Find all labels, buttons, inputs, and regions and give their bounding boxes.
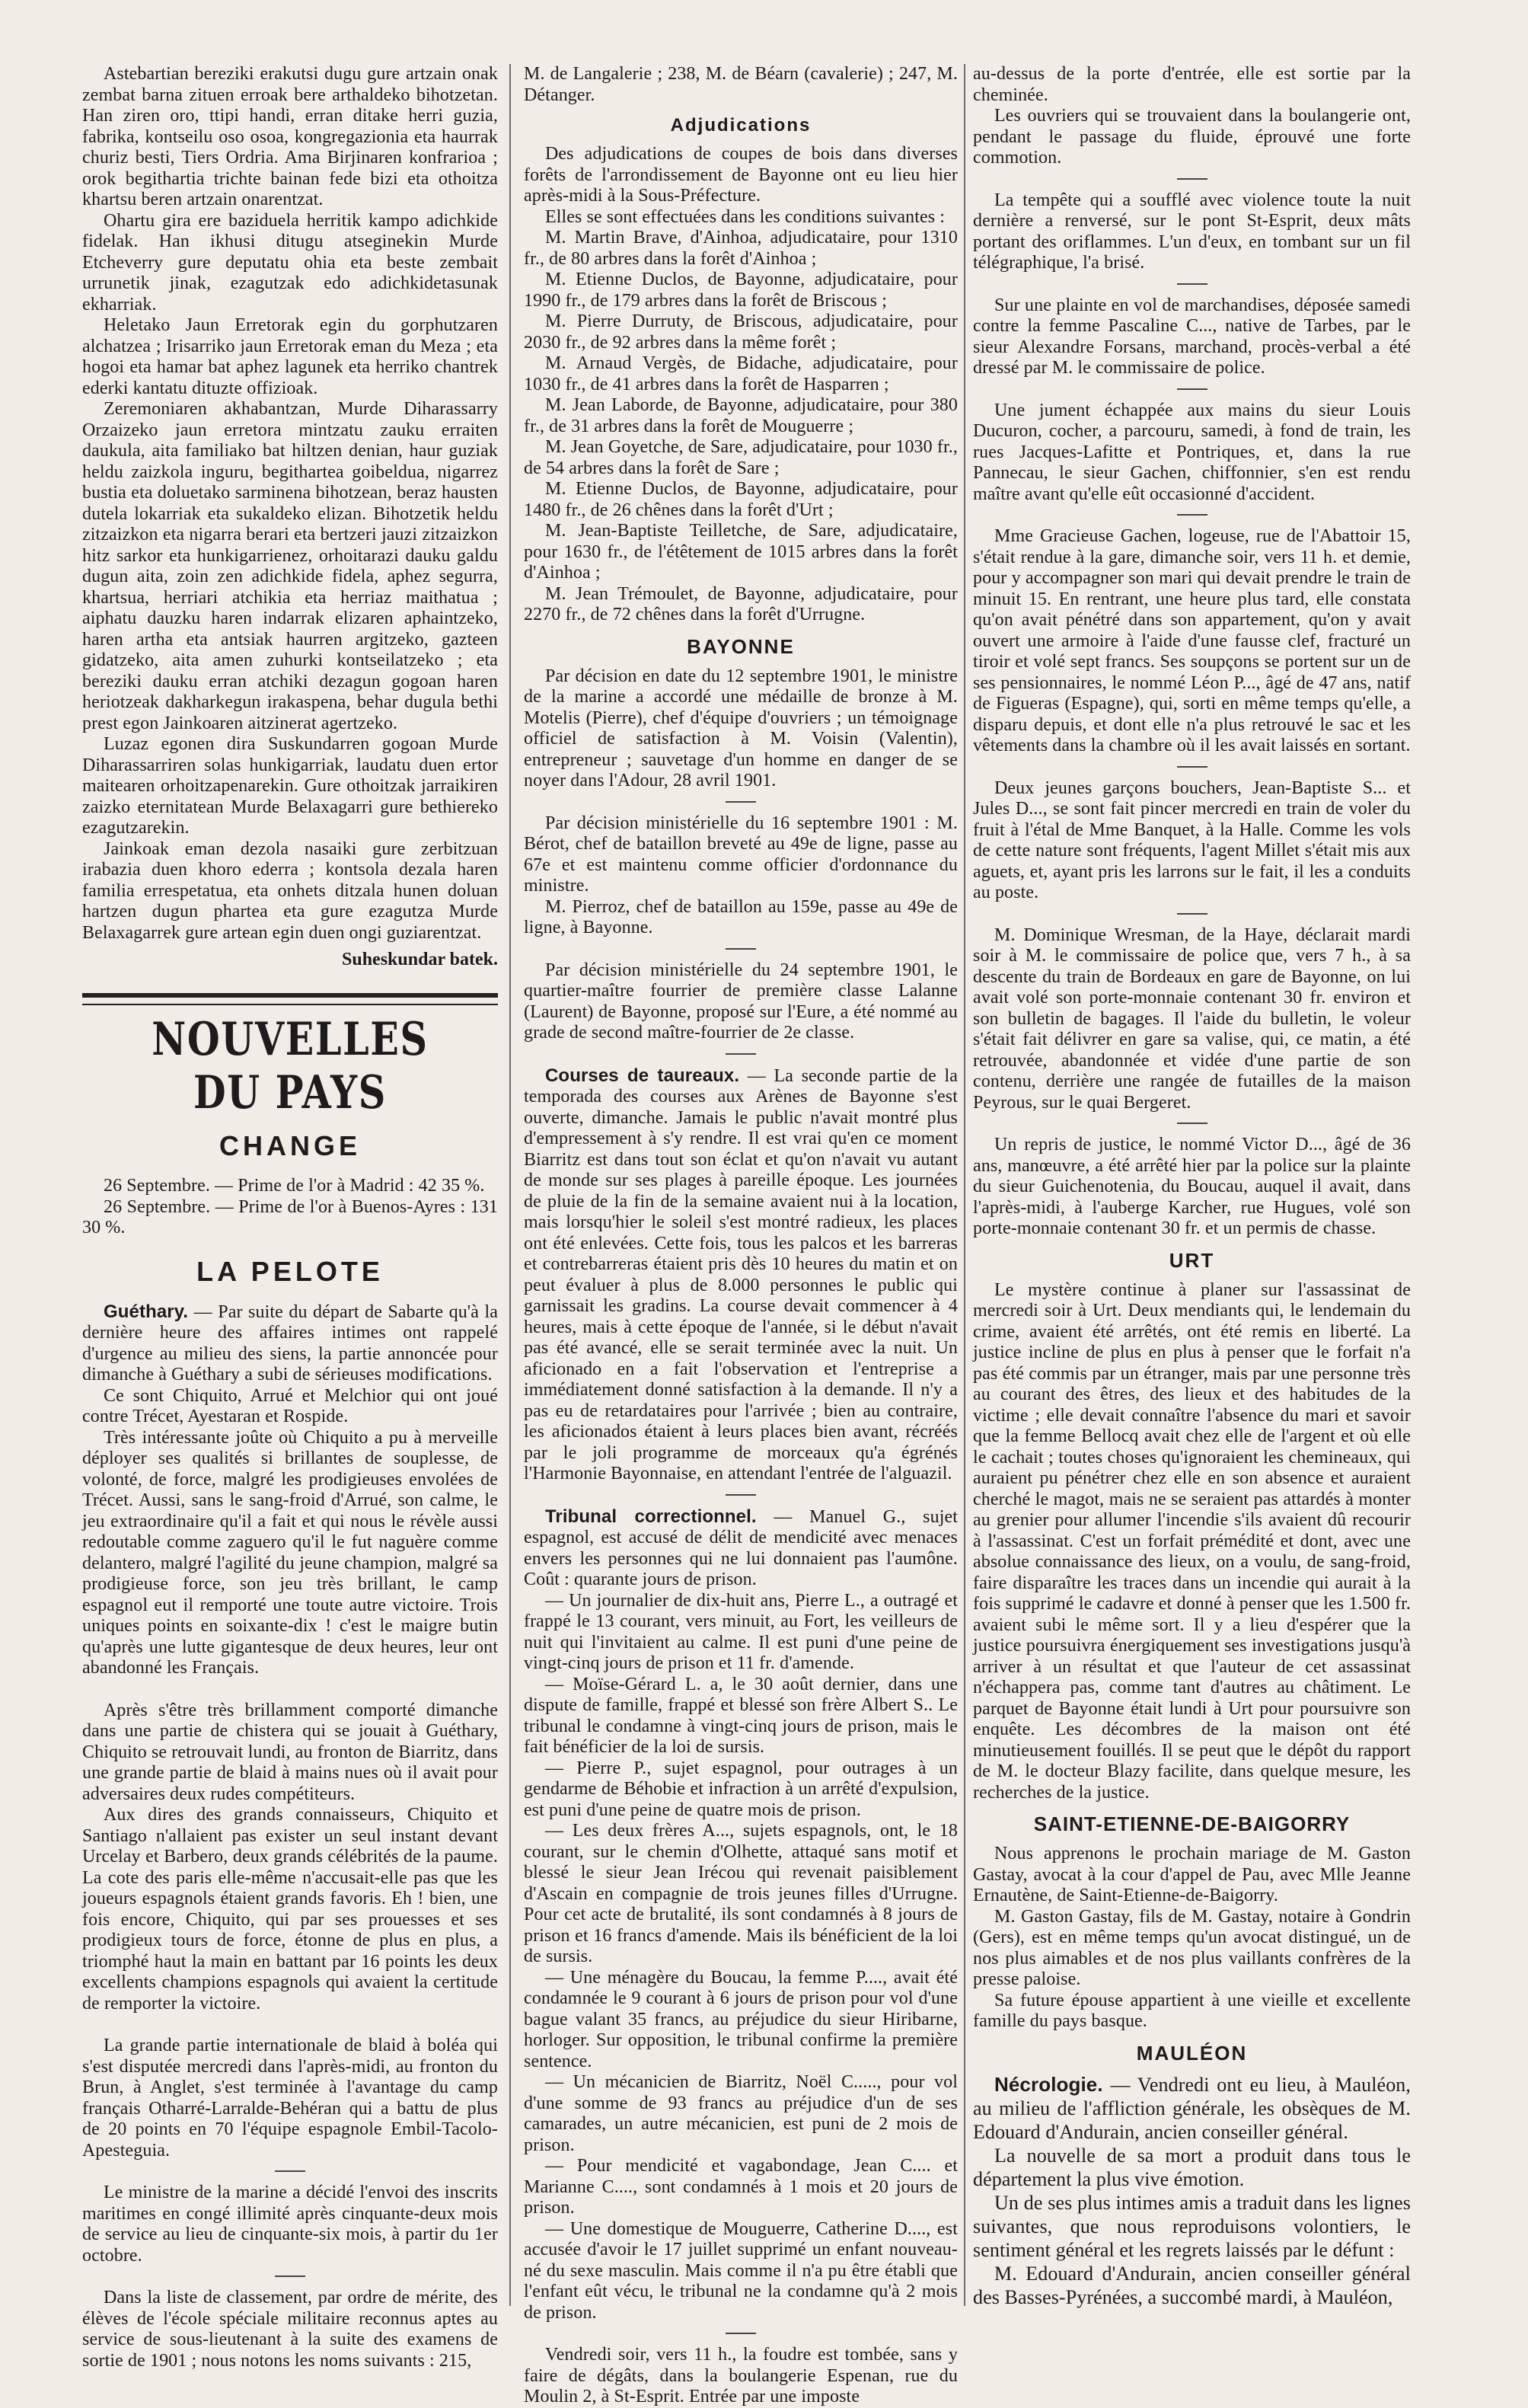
fait-divers-paragraph: Mme Gracieuse Gachen, logeuse, rue de l'Abattoir 15, s'était rendue à la gare, dimanche soir, vers 11 h. et demie, pour y accompagner son mari qui devait prendre le train de minuit 15. En rentrant, une heure plus tard, elle constata qu'on avait pénétré dans son appartement, qu'on y avait ouvert une armoire à l'aide d'une fausse clef, fracturé un tiroir et volé sept francs. Ses soupçons se portent sur un de ses pensionnaires, le nommé Léon P..., âgé de 47 ans, natif de Figueras (Espagne), qui, sorti en même temps qu'elle, a disparu depuis, et dont elle n'a plus retrouvé le sac et les vêtements dans la chambre où il les avait laissés en sortant. xyxy=(973,526,1411,755)
pelote-lead: Guéthary. xyxy=(104,1301,189,1322)
adjudication-paragraph: M. Jean-Baptiste Teilletche, de Sare, adjudicataire, pour 1630 fr., de l'étêtement de 1015 arbres dans la forêt d'Ainhoa ; xyxy=(524,521,958,583)
tribunal-text: — Manuel G., sujet espagnol, est accusé de délit de mendicité avec menaces envers les personnes qui ne lui donnaient pas l'aumône. Coût : quarante jours de prison. xyxy=(524,1506,958,1589)
fait-divers-paragraph: Une jument échappée aux mains du sieur Louis Ducuron, cocher, a parcouru, samedi, à fond de train, les rues Jacques-Lafitte et Pontriques, et, dans la rue Pannecau, le sieur Gachen, chiffonnier, s'en est rendu maître avant qu'elle eût occasionné d'accident. xyxy=(973,400,1411,504)
change-line: 26 Septembre. — Prime de l'or à Buenos-Ayres : 131 30 %. xyxy=(82,1196,498,1238)
column-3 xyxy=(973,64,1411,2309)
pelote-paragraph: La grande partie internationale de blaid à boléa qui s'est disputée mercredi dans l'après-midi, au fronton du Brun, à Anglet, s'est terminée à l'avantage du camp français Otharré-Larralde-Behéran qui a battu de plus de 20 points en 70 l'équipe espagnole Embil-Tacolo-Apesteguia. xyxy=(82,2036,498,2160)
basque-paragraph: Luzaz egonen dira Suskundarren gogoan Murde Diharassarriren solas hunkigarriak, laudatu duen ertor maitearen orhoitzapenarekin. Gure othoitzak jarraikiren zaizko eternitatean Murde Belaxagarri gure bethiereko ezagutzarekin. xyxy=(82,734,498,838)
fait-divers-paragraph: M. Dominique Wresman, de la Haye, déclarait mardi soir à M. le commissaire de police que, vers 7 h., à sa descente du train de Bordeaux en gare de Bayonne, on lui avait volé son porte-monnaie contenant 30 fr. environ et son bulletin de bagages. Il l'aide du bulletin, le voleur s'était fait délivrer en gare sa valise, qui, ce matin, a été retrouvée, abandonnée et vidée d'une partie de son contenu, derrière une rangée de futailles de la maison Peyrous, sur le quai Bergeret. xyxy=(973,925,1411,1113)
tribunal-paragraph: — Un mécanicien de Biarritz, Noël C....., pour vol d'une somme de 93 francs au préjudice d'un de ses camarades, un autre mécanicien, est puni de 2 mois de prison. xyxy=(524,2072,958,2155)
heading-urt: URT xyxy=(1169,1248,1215,1272)
bayonne-paragraph: Par décision ministérielle du 24 septembre 1901, le quartier-maître fourrier de première classe Lalanne (Laurent) de Bayonne, proposé sur l'Eure, a été nommé au grade de second maître-fourrier de 2e classe. xyxy=(524,960,958,1043)
basque-paragraph: Heletako Jaun Erretorak egin du gorphutzaren alchatzea ; Irisarriko jaun Erretorak eman du Meza ; eta hogoi eta hamar bat aphez lagunek eta herriko chantrek ederki kantatu dituzte offizioak. xyxy=(82,315,498,398)
separator xyxy=(1177,766,1207,768)
separator xyxy=(1177,178,1207,180)
tribunal-paragraph xyxy=(524,1506,958,1591)
separator xyxy=(726,801,756,803)
section-masthead: NOUVELLES DU PAYS xyxy=(152,1013,429,1119)
basque-paragraph: Ohartu gira ere baziduela herritik kampo adichkide fidelak. Han ikhusi ditugu atseginekin Murde Etcheverry gure deputatu ohia eta beste zembait urrunetik jinak, ezagutzak edo adichkidetasunak ekharriak. xyxy=(82,210,498,315)
necro-paragraph: M. Edouard d'Andurain, ancien conseiller général des Basses-Pyrénées, a succombé mardi, à Mauléon, xyxy=(973,2262,1411,2308)
baigorry-paragraph: M. Gaston Gastay, fils de M. Gastay, notaire à Gondrin (Gers), est en même temps qu'un avocat distingué, un de nos plus aimables et de nos plus vaillants confrères de la presse paloise. xyxy=(973,1906,1411,1989)
separator xyxy=(726,948,756,950)
adjudication-paragraph: Des adjudications de coupes de bois dans diverses forêts de l'arrondissement de Bayonne ont eu lieu hier après-midi à la Sous-Préfecture. xyxy=(524,144,958,206)
fait-divers-paragraph: Sur une plainte en vol de marchandises, déposée samedi contre la femme Pascaline C..., native de Tarbes, par le sieur Alexandre Forsans, marchand, procès-verbal a été dressé par M. le commissaire de police. xyxy=(973,295,1411,378)
bayonne-paragraph: Par décision ministérielle du 16 septembre 1901 : M. Bérot, chef de bataillon breveté au 49e de ligne, passe au 67e et est maintenu comme officier d'ordonnance du ministre. xyxy=(524,813,958,896)
necro-paragraph: La nouvelle de sa mort a produit dans tous le département la plus vive émotion. xyxy=(973,2144,1411,2190)
baigorry-paragraph: Nous apprenons le prochain mariage de M. Gaston Gastay, avocat à la cour d'appel de Pau, avec Mlle Jeanne Ernautène, de Saint-Etienne-de-Baigorry. xyxy=(973,1844,1411,1905)
news-paragraph: Dans la liste de classement, par ordre de mérite, des élèves de l'école spéciale militaire reconnus aptes au service de sous-lieutenant à la suite des examens de sortie de 1901 ; nous notons les noms suivants : 215, xyxy=(82,2288,498,2371)
foudre-paragraph: Les ouvriers qui se trouvaient dans la boulangerie ont, pendant le passage du fluide, éprouvé une forte commotion. xyxy=(973,106,1411,168)
necro-lead: Nécrologie. xyxy=(994,2072,1103,2096)
section-rule xyxy=(82,993,498,998)
separator xyxy=(1177,388,1207,390)
bayonne-paragraph: Par décision en date du 12 septembre 1901, le ministre de la marine a accordé une médaille de bronze à M. Motelis (Pierre), chef d'équipe d'ouvriers ; un témoignage officiel de satisfaction à M. Voisin (Valentin), entrepreneur ; sauvetage d'un homme en danger de se noyer dans l'Adour, 28 avril 1901. xyxy=(524,666,958,790)
separator xyxy=(1177,1123,1207,1124)
tribunal-paragraph: — Un journalier de dix-huit ans, Pierre L., a outragé et frappé le 13 courant, vers minuit, au Fort, les veilleurs de nuit qui l'invitaient au calme. Il est puni d'une peine de vingt-cinq jours de prison et 11 fr. d'amende. xyxy=(524,1590,958,1673)
foudre-paragraph: au-dessus de la porte d'entrée, elle est sortie par la cheminée. xyxy=(973,64,1411,105)
heading-change: CHANGE xyxy=(219,1130,361,1161)
necro-text: — Vendredi ont eu lieu, à Mauléon, au milieu de l'affliction générale, les obsèques de M. Edouard d'Andurain, ancien conseiller général. xyxy=(973,2073,1412,2143)
column-rule xyxy=(964,64,965,2306)
intro-paragraph: M. de Langalerie ; 238, M. de Béarn (cavalerie) ; 247, M. Détanger. xyxy=(524,64,958,105)
section-rule xyxy=(82,1004,498,1005)
news-paragraph: Le ministre de la marine a décidé l'envoi des inscrits maritimes en congé illimité après cinquante-deux mois de service au lieu de cinquante-six mois, à partir du 1er octobre. xyxy=(82,2183,498,2266)
separator xyxy=(1177,514,1207,516)
pelote-paragraph: Après s'être très brillamment comporté dimanche dans une partie de chistera qui se jouait à Guéthary, Chiquito se retrouvait lundi, au fronton de Biarritz, dans une grande partie de blaid à mains nues où il avait pour adversaires deux rudes compétiteurs. xyxy=(82,1700,498,1804)
tribunal-lead: Tribunal correctionnel. xyxy=(545,1506,757,1527)
adjudication-paragraph: M. Etienne Duclos, de Bayonne, adjudicataire, pour 1990 fr., de 179 arbres dans la forêt de Briscous ; xyxy=(524,270,958,311)
heading-pelote: LA PELOTE xyxy=(196,1255,384,1287)
basque-paragraph: Zeremoniaren akhabantzan, Murde Diharassarry Orzaizeko jaun erretora mintzatu zauku erraiten daukula, aita familiako bat hiltzen denian, haur guziak heldu zaizkola inguru, begithartea goibeldua, nigarrez bustia eta doluetako sarminena bihotzean, beraz hausten dutela lokarriak eta sukaldeko elizan. Bihotzetik heldu zitzaizkon eta nigarra berari eta bertzeri jauzi zitzaizkon hitz sarkor eta hunkigarrienez, orhoitarazi dauku galdu dugun aita, zoin zen adichkide fidela, aphez segurra, khartsua, herriari atchikia eta herriaz maithatua ; aiphatu dauzku haren indarrak elizaren aphaintzeko, haren artha eta antsiak haurren argitzeko, gazteen gidatzeko, aita amen zuhurki kontseilatzeko ; eta bereziki dauku erran atchiki dezagun gogoan haren heriotzeak dakharkegun irakaspena, behar dugula bethi prest egon Jainkoaren aitzinerat agertzeko. xyxy=(82,399,498,733)
tribunal-paragraph: — Pour mendicité et vagabondage, Jean C.... et Marianne C...., sont condamnés à 1 mois et 20 jours de prison. xyxy=(524,2156,958,2218)
separator xyxy=(726,1053,756,1055)
tribunal-paragraph: — Pierre P., sujet espagnol, pour outrages à un gendarme de Béhobie et infraction à un arrêté d'expulsion, est puni d'une peine de quatre mois de prison. xyxy=(524,1758,958,1820)
heading-baigorry: SAINT-ETIENNE-DE-BAIGORRY xyxy=(1033,1812,1351,1835)
basque-paragraph: Astebartian bereziki erakutsi dugu gure artzain onak zembat barna zituen erroak bere arthaldeko bihotzetan. Han ziren oro, ttipi handi, erran ditake herri guzia, fabrika, kontseilu oso osoa, kongregazionia eta haurrak churiz besti, Tiers Ordria. Ama Birjinaren konfrarioa ; orok begithartia trichte bainan fede bizi eta othoitza khartsu beren artzain onarentzat. xyxy=(82,64,498,209)
adjudication-paragraph: Elles se sont effectuées dans les conditions suivantes : xyxy=(545,206,946,227)
adjudication-paragraph: M. Jean Goyetche, de Sare, adjudicataire, pour 1030 fr., de 54 arbres dans la forêt de Sare ; xyxy=(524,437,958,478)
necro-paragraph xyxy=(973,2073,1411,2144)
separator xyxy=(275,2170,305,2172)
pelote-paragraph: Ce sont Chiquito, Arrué et Melchior qui ont joué contre Trécet, Ayestaran et Rospide. xyxy=(82,1385,498,1426)
taureaux-paragraph xyxy=(524,1065,958,1485)
fait-divers-paragraph: Deux jeunes garçons bouchers, Jean-Baptiste S... et Jules D..., se sont fait pincer mercredi en train de voler du fruit à l'étal de Mme Banquet, à la Halle. Comme les vols de cette nature sont fréquents, l'agent Millet s'était mis aux aguets, et, ayant pris les larrons sur le fait, il les a conduits au poste. xyxy=(973,778,1411,902)
adjudication-paragraph: M. Jean Laborde, de Bayonne, adjudicataire, pour 380 fr., de 31 arbres dans la forêt de Mouguerre ; xyxy=(524,395,958,436)
taureaux-text: — La seconde partie de la temporada des courses aux Arènes de Bayonne s'est ouverte, dimanche. Jamais le public n'avait montré plus d'empressement à s'y rendre. Il est vrai qu'en ce moment Biarritz est dans tout son éclat et qu'on n'avait vu autant de monde sur ses plages à pareille époque. Les journées de pluie de la fin de la semaine avaient nui à la location, mais lorsqu'hier le soleil s'est montré radieux, les places ont été enlevées. Cette fois, tous les palcos et les barreras et contrebarreras étaient pris dès 10 heures du matin et on peut évaluer à plus de 8.000 personnes le public qui garnissait les gradins. La course devait commencer à 4 heures, mais à cette époque de l'année, si le début n'avait pas été avancé, elle se serait terminée avec la nuit. Un aficionado en a fait l'observation et l'entreprise a immédiatement donné satisfaction à la demande. Il n'y a pas eu de retardataires pour l'arrivée ; bien au contraire, les aficionados étaient à leurs places bien avant, récréés par le joli programme de morceaux qu'a égrénés l'Harmonie Bayonnaise, en attendant l'entrée de l'alguazil. xyxy=(524,1065,958,1483)
adjudication-paragraph: M. Jean Trémoulet, de Bayonne, adjudicataire, pour 2270 fr., de 72 chênes dans la forêt d'Urrugne. xyxy=(524,583,958,624)
necro-paragraph: Un de ses plus intimes amis a traduit dans les lignes suivantes, que nous reproduisons volontiers, le sentiment général et les regrets laissés par le défunt : xyxy=(973,2191,1411,2261)
pelote-text: — Par suite du départ de Sabarte qu'à la dernière heure des affaires intimes ont rappelé d'urgence au milieu des siens, la partie annoncée pour dimanche à Guéthary a subi de sérieuses modifications. xyxy=(82,1301,498,1384)
tribunal-paragraph: — Les deux frères A..., sujets espagnols, ont, le 18 courant, sur le chemin d'Olhette, attaqué sans motif et blessé le sieur Jean Irécou qui revenait paisiblement d'Ascain en compagnie de trois jeunes filles d'Urrugne. Pour cet acte de brutalité, ils sont condamnés à 8 jours de prison et 16 francs d'amende. Mais ils bénéficient de la loi de sursis. xyxy=(524,1821,958,1966)
separator xyxy=(726,1494,756,1496)
column-2 xyxy=(524,64,958,2406)
heading-bayonne: BAYONNE xyxy=(687,634,795,658)
separator xyxy=(726,2333,756,2334)
foudre-paragraph: Vendredi soir, vers 11 h., la foudre est tombée, sans y faire de dégâts, dans la boulangerie Espenan, rue du Moulin 2, à St-Esprit. Entrée par une imposte xyxy=(524,2345,958,2406)
column-rule xyxy=(509,64,511,2306)
pelote-paragraph xyxy=(82,1301,498,1386)
heading-mauleon: MAULÉON xyxy=(1136,2041,1248,2065)
separator xyxy=(275,2275,305,2277)
adjudication-paragraph: M. Etienne Duclos, de Bayonne, adjudicataire, pour 1480 fr., de 26 chênes dans la forêt d'Urt ; xyxy=(524,479,958,520)
pelote-paragraph: Très intéressante joûte où Chiquito a pu à merveille déployer ses qualités si brillantes de souplesse, de volonté, de force, malgré les prodigieuses envolées de Trécet. Aussi, sans le sang-froid d'Arrué, son calme, le jeu extraordinaire qu'il a fait et qui nous le révèle aussi redoutable comme zaguero qu'il le fut naguère comme delantero, malgré l'agilité du jeune champion, malgré sa prodigieuse force, son jeu très brillant, le camp espagnol eut il remporté une toute autre victoire. Trois uniques points en soixante-dix ! c'est le maigre butin qu'après une lutte gigantesque de deux heures, leur ont abandonné les Français. xyxy=(82,1427,498,1678)
taureaux-lead: Courses de taureaux. xyxy=(545,1065,740,1086)
column-1 xyxy=(82,64,498,2371)
heading-adjudications: Adjudications xyxy=(670,115,812,136)
foudre-paragraph: La tempête qui a soufflé avec violence toute la nuit dernière a renversé, sur le pont St-Esprit, deux mâts portant des oriflammes. L'un d'eux, en tombant sur un fil télégraphique, l'a brisé. xyxy=(973,190,1411,273)
separator xyxy=(1177,283,1207,285)
signature: Suheskundar batek. xyxy=(342,950,498,969)
tribunal-paragraph: — Moïse-Gérard L. a, le 30 août dernier, dans une dispute de famille, frappé et blessé son frère Albert S.. Le tribunal le condamne à vingt-cinq jours de prison, mais le fait bénéficier de la loi de sursis. xyxy=(524,1674,958,1757)
urt-paragraph: Le mystère continue à planer sur l'assassinat de mercredi soir à Urt. Deux mendiants qui, le lendemain du crime, avaient été arrêtés, ont été remis en liberté. La justice incline de plus en plus à penser que le forfait n'a pas été commis par un étranger, mais par une personne très au courant des êtres, des lieux et des habitudes de la victime ; elle devait connaître l'absence du mari et savoir que la femme Bellocq avait chez elle de l'argent et où elle le cachait ; toutes choses qu'ignoraient les chemineaux, qui auraient pu pénétrer chez elle en son absence et auraient cherché le magot, mais ne se seraient pas attardés à monter au grenier pour allumer l'incendie s'ils avaient dû recourir à l'assassinat. C'est un forfait prémédité et dont, avec une absolue connaissance des lieux, on a voulu, de sang-froid, faire disparaître les traces dans un incendie qui aurait à la fois supprimé le cadavre et donné à penser que les 1.500 fr. avaient subi le même sort. Il y a lieu d'espérer que la justice poursuivra énergiquement ses investigations jusqu'à arriver à un résultat et que l'auteur de cet assassinat n'échappera pas, comme tant d'autres au châtiment. Le parquet de Bayonne était lundi à Urt pour poursuivre son enquête. Les décombres de la maison ont été minutieusement fouillés. Il se peut que le dépôt du rapport de M. le docteur Blazy facilite, dans quelque mesure, les recherches de la justice. xyxy=(973,1279,1411,1803)
pelote-paragraph: Aux dires des grands connaisseurs, Chiquito et Santiago n'allaient pas exister un seul instant devant Urcelay et Barbero, deux grands célébrités de la paume. La cote des paris elle-même n'accusait-elle pas que les joueurs espagnols étaient grands favoris. Eh ! bien, une fois encore, Chiquito, qui par ses prouesses et ses prodigieux tours de force, étonne de plus en plus, a triomphé haut la main en battant par 16 points les deux excellents champions espagnols qui avaient la certitude de remporter la victoire. xyxy=(82,1805,498,2014)
adjudication-paragraph: M. Arnaud Vergès, de Bidache, adjudicataire, pour 1030 fr., de 41 arbres dans la forêt de Hasparren ; xyxy=(524,353,958,394)
separator xyxy=(1177,913,1207,915)
basque-paragraph: Jainkoak eman dezola nasaiki gure zerbitzuan irabazia duen khoro ederra ; kontsola dezala haren familia errespetatua, eta onhets ditzala hunen doluan hartzen dugun phartea eta gure ezagutza Murde Belaxagarrek gure artean egin duen ongi guziarentzat. xyxy=(82,838,498,943)
adjudication-paragraph: M. Pierre Durruty, de Briscous, adjudicataire, pour 2030 fr., de 92 arbres dans la même forêt ; xyxy=(524,311,958,353)
adjudication-paragraph: M. Martin Brave, d'Ainhoa, adjudicataire, pour 1310 fr., de 80 arbres dans la forêt d'Ainhoa ; xyxy=(524,228,958,269)
tribunal-paragraph: — Une domestique de Mouguerre, Catherine D...., est accusée d'avoir le 17 juillet supprimé un enfant nouveau-né du sexe masculin. Mais comme il n'a pu être établi que l'enfant eût vécu, le tribunal ne la condamne qu'à 2 mois de prison. xyxy=(524,2218,958,2323)
baigorry-paragraph: Sa future épouse appartient à une vieille et excellente famille du pays basque. xyxy=(973,1990,1411,2031)
change-line: 26 Septembre. — Prime de l'or à Madrid : 42 35 %. xyxy=(104,1176,485,1196)
bayonne-paragraph: M. Pierroz, chef de bataillon au 159e, passe au 49e de ligne, à Bayonne. xyxy=(524,896,958,937)
fait-divers-paragraph: Un repris de justice, le nommé Victor D..., âgé de 36 ans, manœuvre, a été arrêté hier par la police sur la plainte du sieur Guichenotenia, du Boucau, auquel il avait, dans l'après-midi, à l'auberge Karcher, rue Hugues, volé son porte-monnaie contenant 30 fr. et un permis de chasse. xyxy=(973,1135,1411,1238)
tribunal-paragraph: — Une ménagère du Boucau, la femme P...., avait été condamnée le 9 courant à 6 jours de prison pour vol d'une bague valant 35 francs, au préjudice du sieur Hiribarne, horloger. Sur opposition, le tribunal confirme la première sentence. xyxy=(524,1967,958,2071)
